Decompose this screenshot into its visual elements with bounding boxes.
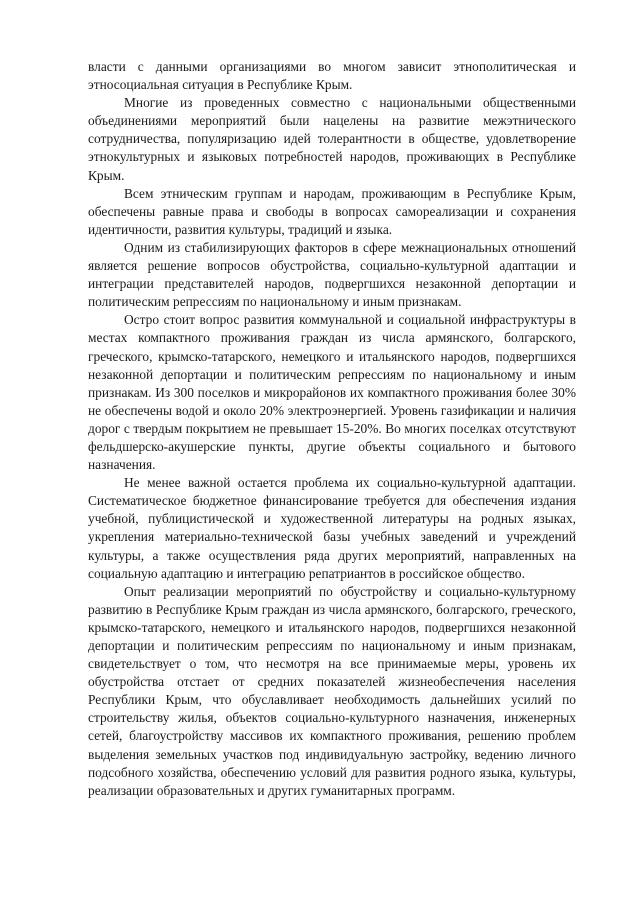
document-body (88, 58, 576, 800)
paragraph-6: Не менее важной остается проблема их социально-культурной адаптации. Систематическое бюджетное финансирование требуется для обеспечения издания учебной, публицистической и художественной литературы на родных языках, укрепления материально-технической базы учебных заведений и учреждений культуры, а также осуществления ряда других мероприятий, направленных на социальную адаптацию и интеграцию репатриантов в российское общество. (88, 475, 576, 581)
paragraph-1: власти с данными организациями во многом зависит этнополитическая и этносоциальная ситуация в Республике Крым. (88, 59, 576, 93)
paragraph-7: Опыт реализации мероприятий по обустройству и социально-культурному развитию в Республике Крым граждан из числа армянского, болгарского, греческого, крымско-татарского, немецкого и итальянского народов, подвергшихся незаконной депортации и политическим репрессиям по национальному и иным признакам, свидетельствует о том, что несмотря на все принимаемые меры, уровень их обустройства отстает от средних показателей жизнеобеспечения населения Республики Крым, что обуславливает необходимость дальнейших усилий по строительству жилья, объектов социально-культурного назначения, инженерных сетей, благоустройству массивов их компактного проживания, решению проблем выделения земельных участков под индивидуальную застройку, ведению личного подсобного хозяйства, обеспечению условий для развития родного языка, культуры, реализации образовательных и других гуманитарных программ. (88, 583, 576, 798)
paragraph-2: Многие из проведенных совместно с национальными общественными объединениями мероприятий были нацелены на развитие межэтнического сотрудничества, популяризацию идей толерантности в обществе, удовлетворение этнокультурных и языковых потребностей народов, проживающих в Республике Крым. (88, 95, 576, 183)
paragraph-5: Остро стоит вопрос развития коммунальной и социальной инфраструктуры в местах компактного проживания граждан из числа армянского, болгарского, греческого, крымско-татарского, немецкого и итальянского народов, подвергшихся незаконной депортации и политическим репрессиям по национальному и иным признакам. Из 300 поселков и микрорайонов их компактного проживания более 30% не обеспечены водой и около 20% электроэнергией. Уровень газификации и наличия дорог с твердым покрытием не превышает 15-20%. Во многих поселках отсутствуют фельдшерско-акушерские пункты, другие объекты социального и бытового назначения. (88, 312, 576, 473)
paragraph-3: Всем этническим группам и народам, проживающим в Республике Крым, обеспечены равные права и свободы в вопросах самореализации и сохранения идентичности, развития культуры, традиций и языка. (88, 185, 576, 237)
paragraph-4: Одним из стабилизирующих факторов в сфере межнациональных отношений является решение вопросов обустройства, социально-культурной адаптации и интеграции представителей народов, подвергшихся незаконной депортации и политическим репрессиям по национальному и иным признакам. (88, 239, 576, 310)
